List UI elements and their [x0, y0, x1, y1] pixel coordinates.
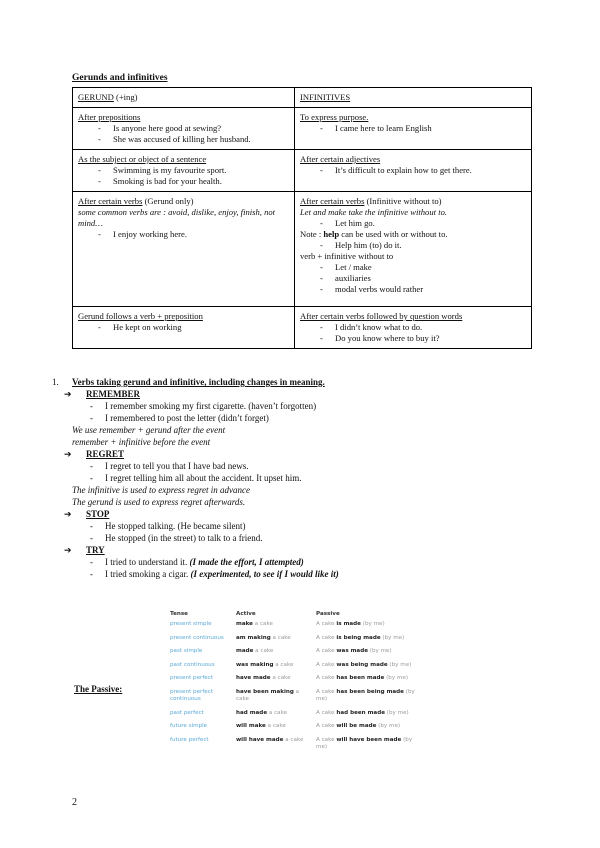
- table-cell: [73, 192, 295, 307]
- list-item: - He stopped talking. (He became silent): [52, 520, 572, 532]
- list-item: - Let him go.: [300, 218, 527, 229]
- passive-pre: A cake: [316, 634, 337, 641]
- passive-cell: [314, 722, 422, 736]
- table-row: [73, 150, 532, 192]
- arrow-right-icon: ➔: [64, 449, 72, 459]
- infinitive-header: INFINITIVES: [300, 92, 351, 102]
- active-rest: a cake: [273, 661, 294, 668]
- try-heading: [64, 544, 572, 556]
- column-header: Passive: [316, 611, 340, 617]
- example-list: [52, 556, 572, 580]
- regret-heading: [64, 448, 572, 460]
- list-item: - Smoking is bad for your health.: [78, 176, 290, 187]
- list-item: - auxiliaries: [300, 273, 527, 284]
- italic-note: Let and make take the infinitive without to.: [300, 207, 448, 217]
- active-cell: [234, 709, 314, 723]
- list-item: - I regret telling him all about the accident. It upset him.: [52, 472, 572, 484]
- help-note: [300, 229, 527, 240]
- table-cell: [295, 307, 532, 349]
- passive-pre: A cake: [316, 723, 337, 729]
- gerund-infinitive-table: [72, 87, 532, 349]
- tense-cell: present perfect: [170, 675, 214, 681]
- passive-post: (by me): [376, 723, 401, 729]
- active-cell: [234, 688, 314, 709]
- rule-line: verb + infinitive without to: [300, 251, 394, 261]
- passive-cell: [314, 674, 422, 688]
- tense-cell: present simple: [170, 621, 212, 627]
- passive-key: will have been made: [336, 736, 402, 743]
- cell-heading-suffix: (Gerund only): [142, 196, 194, 206]
- active-cell: [234, 647, 314, 661]
- cell-heading: Gerund follows a verb + preposition: [78, 311, 203, 321]
- passive-key: was being made: [336, 661, 388, 668]
- active-key: was making: [236, 661, 274, 668]
- list-item: - He stopped (in the street) to talk to a friend.: [52, 532, 572, 544]
- passive-post: (by me): [316, 736, 413, 750]
- table-row: [168, 709, 422, 723]
- tense-cell: past perfect: [170, 709, 204, 716]
- passive-cell: [314, 634, 422, 648]
- active-key: have made: [236, 675, 271, 681]
- passive-post: (by me): [387, 661, 412, 668]
- cell-heading-line: [300, 196, 527, 207]
- example-gloss: (I made the effort, I attempted): [189, 557, 304, 567]
- tense-cell: future perfect: [170, 736, 209, 743]
- example-list: [300, 240, 527, 251]
- cell-heading: After certain verbs: [78, 196, 143, 206]
- list-item: - Swimming is my favourite sport.: [78, 165, 290, 176]
- table-cell: [295, 150, 532, 192]
- passive-pre: A cake: [316, 661, 337, 668]
- table-cell: [73, 307, 295, 349]
- table-row: [168, 736, 422, 757]
- passive-cell: [314, 620, 422, 634]
- passive-cell: [314, 688, 422, 709]
- table-cell: [73, 108, 295, 150]
- cell-heading: After prepositions: [78, 112, 141, 122]
- passive-key: was made: [336, 648, 368, 654]
- passive-cell: [314, 647, 422, 661]
- active-rest: a cake: [253, 648, 274, 654]
- list-item: - modal verbs would rather: [300, 284, 527, 295]
- passive-pre: A cake: [316, 648, 337, 654]
- example-list: [300, 123, 527, 134]
- example-text: I tried to understand it.: [105, 557, 190, 567]
- example-list: [300, 218, 527, 229]
- list-item: - I remember smoking my first cigarette. (haven’t forgotten): [52, 400, 572, 412]
- note-prefix: Note :: [300, 229, 324, 239]
- table-row: [168, 674, 422, 688]
- passive-cell: [314, 736, 422, 757]
- passive-pre: A cake: [316, 709, 337, 716]
- gerund-header-suffix: (+ing): [113, 92, 138, 102]
- tense-cell: past continuous: [170, 661, 215, 668]
- list-item: - I enjoy working here.: [78, 229, 290, 240]
- active-rest: a cake: [267, 709, 288, 716]
- remember-heading: [64, 388, 572, 400]
- passive-pre: A cake: [316, 688, 337, 695]
- cell-heading: After certain verbs followed by question words: [300, 311, 463, 321]
- active-key: will have made: [236, 736, 284, 743]
- active-cell: [234, 736, 314, 757]
- usage-note: remember + infinitive before the event: [72, 437, 211, 447]
- active-rest: a cake: [236, 688, 300, 702]
- list-item: - I remembered to post the letter (didn’t forget): [52, 412, 572, 424]
- cell-heading-line: [78, 196, 290, 207]
- cell-heading: After certain adjectives: [300, 154, 381, 164]
- stop-heading: [64, 508, 572, 520]
- active-cell: [234, 722, 314, 736]
- active-key: had made: [236, 709, 268, 716]
- table-cell: [73, 150, 295, 192]
- list-item: - Let / make: [300, 262, 527, 273]
- active-rest: a cake: [283, 736, 304, 743]
- active-key: will make: [236, 723, 266, 729]
- page-number: 2: [72, 797, 77, 808]
- section-heading-line: [52, 376, 572, 388]
- example-list: [52, 460, 572, 484]
- passive-key: has been made: [336, 675, 385, 681]
- example-list: [78, 322, 290, 333]
- active-cell: [234, 620, 314, 634]
- page-title: Gerunds and infinitives: [72, 73, 168, 83]
- arrow-right-icon: ➔: [64, 389, 72, 399]
- active-key: am making: [236, 634, 271, 641]
- infinitive-header-cell: [295, 88, 532, 108]
- example-list: [78, 165, 290, 187]
- usage-note: We use remember + gerund after the event: [72, 425, 226, 435]
- example-list: [300, 322, 527, 344]
- passive-key: is made: [336, 621, 361, 627]
- subheading-label: REMEMBER: [86, 389, 140, 399]
- table-row: [168, 688, 422, 709]
- arrow-right-icon: ➔: [64, 509, 72, 519]
- section-number: 1.: [52, 377, 59, 387]
- passive-post: (by me): [384, 675, 409, 681]
- passive-post: (by me): [380, 634, 405, 641]
- table-row: [168, 647, 422, 661]
- active-rest: a cake: [270, 675, 291, 681]
- passive-body: [168, 620, 422, 757]
- passive-pre: A cake: [316, 621, 337, 627]
- passive-key: is being made: [336, 634, 381, 641]
- passive-pre: A cake: [316, 736, 337, 743]
- list-item: [52, 568, 572, 580]
- passive-post: (by me): [316, 688, 415, 702]
- table-row: [168, 634, 422, 648]
- list-item: - He kept on working: [78, 322, 290, 333]
- example-list: [78, 123, 290, 145]
- tense-cell: present continuous: [170, 634, 224, 641]
- passive-table: [168, 611, 422, 757]
- list-item: - Do you know where to buy it?: [300, 333, 527, 344]
- example-gloss: (I experimented, to see if I would like it): [190, 569, 339, 579]
- list-item: - I regret to tell you that I have bad news.: [52, 460, 572, 472]
- example-list: [52, 520, 572, 544]
- note-rest: can be used with or without to.: [339, 229, 448, 239]
- passive-key: will be made: [336, 723, 377, 729]
- list-item: - Help him (to) do it.: [300, 240, 527, 251]
- passive-post: (by me): [368, 648, 392, 654]
- passive-post: (by me): [385, 709, 409, 716]
- active-cell: [234, 661, 314, 675]
- active-rest: a cake: [265, 723, 286, 729]
- table-row: [168, 661, 422, 675]
- usage-note: The gerund is used to express regret afterwards.: [72, 497, 246, 507]
- italic-note: some common verbs are : avoid, dislike, enjoy, finish, not mind…: [78, 207, 276, 228]
- column-header: Active: [236, 611, 256, 617]
- arrow-right-icon: ➔: [64, 545, 72, 555]
- passive-label: The Passive:: [74, 684, 123, 694]
- passive-header-row: [168, 611, 422, 620]
- usage-note: The infinitive is used to express regret in advance: [72, 485, 250, 495]
- example-list: [78, 229, 290, 240]
- active-key: made: [236, 648, 254, 654]
- table-header-row: [73, 88, 532, 108]
- table-row: [73, 307, 532, 349]
- cell-heading: After certain verbs: [300, 196, 365, 206]
- verbs-section: [52, 376, 572, 580]
- tense-cell: present perfect continuous: [170, 688, 214, 702]
- gerund-header: GERUND: [78, 92, 114, 102]
- example-list: [52, 400, 572, 424]
- passive-pre: A cake: [316, 675, 337, 681]
- list-item: - She was accused of killing her husband.: [78, 134, 290, 145]
- list-item: [52, 556, 572, 568]
- subheading-label: STOP: [86, 509, 110, 519]
- section-heading: Verbs taking gerund and infinitive, including changes in meaning.: [72, 377, 325, 387]
- gerund-header-cell: [73, 88, 295, 108]
- table-row: [168, 620, 422, 634]
- table-cell: [295, 108, 532, 150]
- active-key: make: [236, 621, 253, 627]
- table-row: [168, 722, 422, 736]
- column-header: Tense: [170, 611, 188, 617]
- table-row: [73, 108, 532, 150]
- active-cell: [234, 674, 314, 688]
- cell-heading: As the subject or object of a sentence: [78, 154, 207, 164]
- example-text: I tried smoking a cigar.: [105, 569, 191, 579]
- active-rest: a cake: [252, 621, 273, 627]
- active-key: have been making: [236, 688, 294, 695]
- list-item: - I came here to learn English: [300, 123, 527, 134]
- subheading-label: REGRET: [86, 449, 125, 459]
- passive-key: has been being made: [336, 688, 404, 695]
- passive-key: had been made: [336, 709, 386, 716]
- note-bold: help: [323, 229, 340, 239]
- tense-cell: past simple: [170, 648, 203, 654]
- active-rest: a cake: [270, 634, 291, 641]
- tense-cell: future simple: [170, 723, 208, 729]
- list-item: - It’s difficult to explain how to get there.: [300, 165, 527, 176]
- passive-cell: [314, 661, 422, 675]
- passive-post: (by me): [360, 621, 385, 627]
- active-cell: [234, 634, 314, 648]
- passive-cell: [314, 709, 422, 723]
- example-list: [300, 262, 527, 295]
- subheading-label: TRY: [86, 545, 105, 555]
- list-item: - Is anyone here good at sewing?: [78, 123, 290, 134]
- table-cell: [295, 192, 532, 307]
- cell-heading-suffix: (Infinitive without to): [364, 196, 442, 206]
- example-list: [300, 165, 527, 176]
- cell-heading: To express purpose.: [300, 112, 369, 122]
- table-row: [73, 192, 532, 307]
- list-item: - I didn’t know what to do.: [300, 322, 527, 333]
